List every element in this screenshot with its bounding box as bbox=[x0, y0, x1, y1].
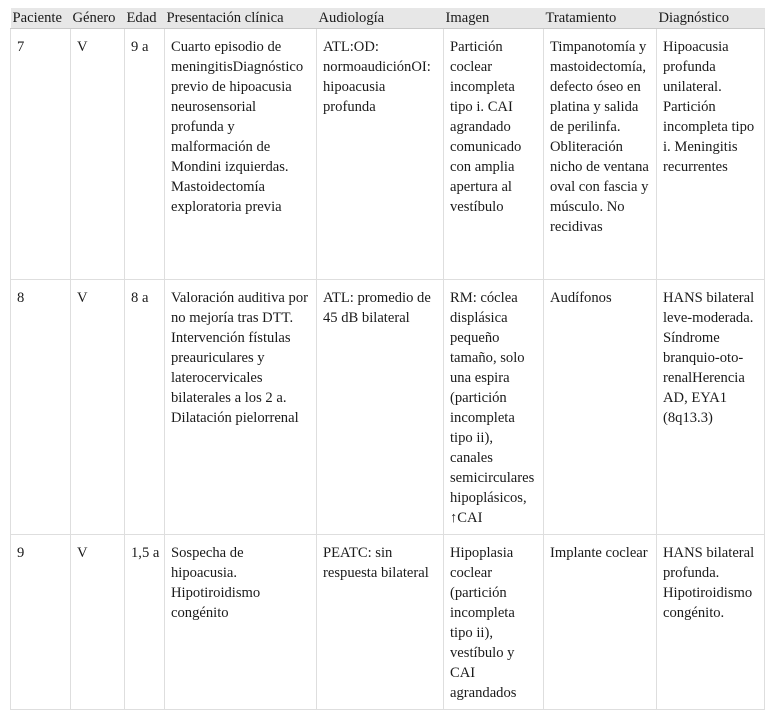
clinical-cases-table-container bbox=[10, 8, 764, 710]
cell-audiologia: ATL: promedio de 45 dB bilateral bbox=[317, 280, 444, 535]
cell-presentacion-clinica: Valoración auditiva por no mejoría tras DTT. Intervención fístulas preauriculares y laterocervicales bilaterales a los 2 a. Dilatación pielorrenal bbox=[165, 280, 317, 535]
header-tratamiento: Tratamiento bbox=[544, 8, 657, 29]
cell-tratamiento: Timpanotomía y mastoidectomía, defecto óseo en platina y salida de perilinfa. Obliteración nicho de ventana oval con fascia y músculo. No recidivas bbox=[544, 29, 657, 280]
header-edad: Edad bbox=[125, 8, 165, 29]
header-audiologia: Audiología bbox=[317, 8, 444, 29]
table-row bbox=[11, 535, 765, 710]
header-paciente: Paciente bbox=[11, 8, 71, 29]
cell-presentacion-clinica: Sospecha de hipoacusia. Hipotiroidismo congénito bbox=[165, 535, 317, 710]
cell-imagen: Partición coclear incompleta tipo i. CAI agrandado comunicado con amplia apertura al vestíbulo bbox=[444, 29, 544, 280]
table-row bbox=[11, 29, 765, 280]
cell-paciente: 9 bbox=[11, 535, 71, 710]
table-row bbox=[11, 280, 765, 535]
clinical-cases-table bbox=[10, 8, 765, 710]
cell-diagnostico: Hipoacusia profunda unilateral. Partición incompleta tipo i. Meningitis recurrentes bbox=[657, 29, 765, 280]
cell-diagnostico: HANS bilateral profunda. Hipotiroidismo congénito. bbox=[657, 535, 765, 710]
cell-imagen: Hipoplasia coclear (partición incompleta tipo ii), vestíbulo y CAI agrandados bbox=[444, 535, 544, 710]
cell-presentacion-clinica: Cuarto episodio de meningitisDiagnóstico previo de hipoacusia neurosensorial profunda y malformación de Mondini izquierdas. Mastoidectomía exploratoria previa bbox=[165, 29, 317, 280]
cell-audiologia: ATL:OD: normoaudiciónOI: hipoacusia profunda bbox=[317, 29, 444, 280]
header-imagen: Imagen bbox=[444, 8, 544, 29]
header-genero: Género bbox=[71, 8, 125, 29]
cell-tratamiento: Implante coclear bbox=[544, 535, 657, 710]
cell-genero: V bbox=[71, 535, 125, 710]
cell-genero: V bbox=[71, 280, 125, 535]
header-diagnostico: Diagnóstico bbox=[657, 8, 765, 29]
cell-edad: 8 a bbox=[125, 280, 165, 535]
cell-paciente: 8 bbox=[11, 280, 71, 535]
cell-imagen: RM: cóclea displásica pequeño tamaño, solo una espira (partición incompleta tipo ii), canales semicirculares hipoplásicos, ↑CAI bbox=[444, 280, 544, 535]
cell-paciente: 7 bbox=[11, 29, 71, 280]
cell-diagnostico: HANS bilateral leve-moderada. Síndrome branquio-oto-renalHerencia AD, EYA1 (8q13.3) bbox=[657, 280, 765, 535]
cell-edad: 1,5 a bbox=[125, 535, 165, 710]
cell-edad: 9 a bbox=[125, 29, 165, 280]
cell-tratamiento: Audífonos bbox=[544, 280, 657, 535]
cell-audiologia: PEATC: sin respuesta bilateral bbox=[317, 535, 444, 710]
header-presentacion-clinica: Presentación clínica bbox=[165, 8, 317, 29]
table-header-row bbox=[11, 8, 765, 29]
cell-genero: V bbox=[71, 29, 125, 280]
